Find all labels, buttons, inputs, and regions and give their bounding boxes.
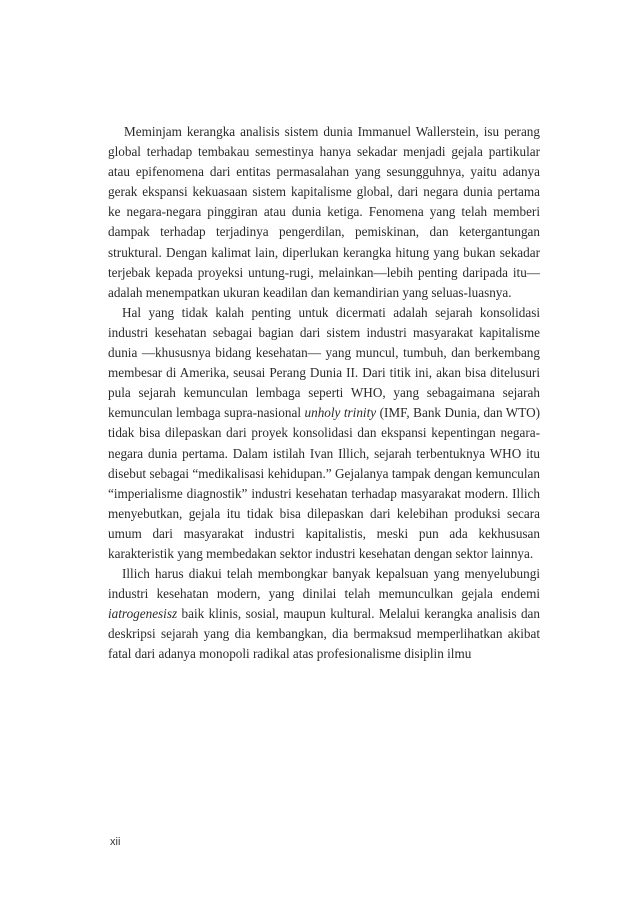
paragraph-2-text-a: Hal yang tidak kalah penting untuk dicermati adalah sejarah konsolidasi industri kesehatan sebagai bagian dari sistem industri masyarakat kapitalisme dunia —khususnya bidang kesehatan— yang muncul, tumbuh, dan berkembang membesar di Amerika, seusai Perang Dunia II. Dari titik ini, akan bisa ditelusuri pula sejarah kemunculan lembaga seperti WHO, yang sebagaimana sejarah kemunculan lembaga supra-nasional: [108, 304, 540, 421]
page-number: xii: [110, 836, 121, 848]
paragraph-3: [108, 564, 540, 664]
paragraph-2: [108, 303, 540, 564]
body-text: [108, 122, 540, 665]
paragraph-1: [108, 122, 540, 303]
paragraph-3-italic-term: iatrogenesisz: [108, 606, 178, 622]
paragraph-3-text-b: baik klinis, sosial, maupun kultural. Melalui kerangka analisis dan deskripsi sejarah yang dia kembangkan, dia bermaksud memperlihatkan akibat fatal dari adanya monopoli radikal atas profesionalisme disiplin ilmu: [108, 606, 540, 662]
paragraph-1-text: Meminjam kerangka analisis sistem dunia Immanuel Wallerstein, isu perang global terhadap tembakau semestinya hanya sekadar menjadi gejala partikular atau epifenomena dari entitas permasalahan yang sesungguhnya, yaitu adanya gerak ekspansi kekuasaan sistem kapitalisme global, dari negara dunia pertama ke negara-negara pinggiran atau dunia ketiga. Fenomena yang telah memberi dampak terhadap terjadinya pengerdilan, pemiskinan, dan ketergantungan struktural. Dengan kalimat lain, diperlukan kerangka hitung yang bukan sekadar terjebak kepada proyeksi untung-rugi, melainkan—lebih penting daripada itu—adalah menempatkan ukuran keadilan dan kemandirian yang seluas-luasnya.: [108, 124, 540, 300]
paragraph-3-text-a: Illich harus diakui telah membongkar banyak kepalsuan yang menyelubungi industri kesehatan modern, yang dinilai telah memunculkan gejala endemi: [108, 566, 540, 602]
paragraph-2-italic-term: unholy trinity: [304, 405, 377, 421]
paragraph-2-text-b: (IMF, Bank Dunia, dan WTO) tidak bisa dilepaskan dari proyek konsolidasi dan ekspansi kepentingan negara-negara dunia pertama. Dalam istilah Ivan Illich, sejarah terbentuknya WHO itu disebut sebagai “medikalisasi kehidupan.” Gejalanya tampak dengan kemunculan “imperialisme diagnostik” industri kesehatan terhadap masyarakat modern. Illich menyebutkan, gejala itu tidak bisa dilepaskan dari kelebihan produksi secara umum dari masyarakat industri kapitalistis, meski pun ada kekhususan karakteristik yang membedakan sektor industri kesehatan dengan sektor lainnya.: [108, 405, 540, 561]
